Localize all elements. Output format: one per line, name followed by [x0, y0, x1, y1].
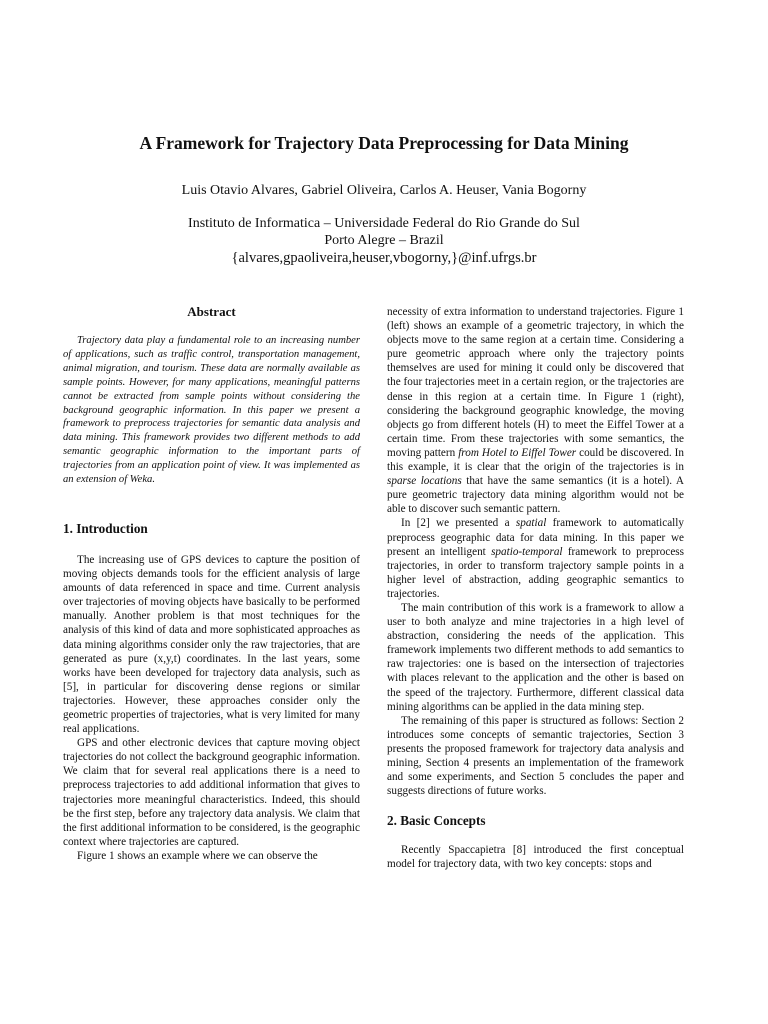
introduction-heading: 1. Introduction: [63, 520, 148, 536]
intro-paragraph-contribution: The main contribution of this work is a framework to allow a user to both analyze and mine trajectories in a high level of abstraction, considering the needs of the application. This framework implements two different methods to add semantics to raw trajectories: one is based on the intersection of trajectories with places relevant to the application and the other is based on the speed of the trajectory. Furthermore, different classical data mining algorithms can be applied in the data mining step.: [387, 601, 684, 713]
basic-concepts-heading: 2. Basic Concepts: [387, 813, 486, 829]
intro-paragraph-1: The increasing use of GPS devices to capture the position of moving objects demands tools for the efficient analysis of large amounts of data referenced in space and time. Current analysis over trajectories of moving objects have basically to be performed manually. Another problem is that most techniques for the analysis of this kind of data and more sophisticated approaches as data mining algorithms consider only the raw trajectories, that are generated as pure (x,y,t) coordinates. In the last years, some works have been developed for trajectory data analysis, such as [5], in particular for discovering dense regions or similar trajectories. However, these approaches consider only the geometric properties of trajectories, what is very limited for many real applications.: [63, 553, 360, 736]
intro-paragraph-2: GPS and other electronic devices that capture moving object trajectories do not collect the background geographic information. We claim that for several real applications there is a need to preprocess trajectories to add additional information that gives to trajectories more meaningful characteristics. Indeed, this should be the first step, before any trajectory data analysis. We claim that the first additional information to be considered, is the geographic context where trajectories are captured.: [63, 737, 360, 848]
intro-emphasis-spatial: spatial: [515, 517, 547, 530]
intro-paragraph-3: Figure 1 shows an example where we can observe the: [77, 849, 318, 862]
intro-text-span: could be discovered. In this example, it is clear that the origin of the trajectories is in: [387, 446, 684, 474]
intro-emphasis-sparse: sparse locations: [387, 475, 462, 488]
intro-text-span: that have the same semantics (it is a hotel). A pure geometric trajectory data mining algorithm would not be able to discover such semantic pattern.: [387, 475, 685, 516]
left-column: [63, 303, 360, 863]
intro-emphasis-spatio-temporal: spatio-temporal: [491, 545, 563, 558]
intro-text-span: necessity of extra information to understand trajectories. Figure 1 (left) shows an example of a geometric trajectory, in which the objects move to the same region at a certain time. Considering a pure geometric approach where only the trajectory points themselves are used for mining it could only be discovered that the four trajectories meet in a certain region, or the trajectories are dense in this region at a certain time. In Figure 1 (right), considering the background geographic knowledge, the moving objects go from different hotels (H) to meet the Eiffel Tower at a certain time. From these trajectories with some semantics, the moving pattern: [387, 306, 684, 459]
affiliation-institution: Instituto de Informatica – Universidade Federal do Rio Grande do Sul: [188, 216, 580, 231]
intro-text-span: In [2] we presented a: [401, 517, 516, 530]
intro-emphasis-pattern: from Hotel to Eiffel Tower: [458, 446, 577, 459]
intro-paragraph-structure: The remaining of this paper is structured as follows: Section 2 introduces some concepts of semantic trajectories, Section 3 presents the proposed framework for trajectory data analysis and mining, Section 4 presents an implementation of the framework and some experiments, and Section 5 concludes the paper and suggests directions of future works.: [387, 714, 684, 798]
abstract-text: Trajectory data play a fundamental role to an increasing number of applications, such as traffic control, transportation management, animal migration, and tourism. These data are normally available as sample points. However, for many applications, meaningful patterns cannot be extracted from sample points without considering the background geographic information. In this paper we present a framework to preprocess trajectories for semantic data analysis and data mining. This framework provides two different methods to add semantic geographic information to the important parts of trajectories from an application point of view. It was implemented as an extension of Weka.: [63, 335, 360, 486]
author-affiliation-block: [0, 215, 768, 267]
affiliation-location: Porto Alegre – Brazil: [324, 233, 444, 248]
intro-text-span: framework to preprocess trajectories, in order to transform trajectory sample points in a higher level of abstraction, adding geographic semantics to trajectories.: [387, 545, 684, 600]
paper-authors: Luis Otavio Alvares, Gabriel Oliveira, Carlos A. Heuser, Vania Bogorny: [181, 183, 587, 198]
basic-concepts-paragraph-1: Recently Spaccapietra [8] introduced the first conceptual model for trajectory data, with two key concepts: stops and: [387, 844, 684, 871]
right-column: [387, 305, 684, 871]
author-emails: {alvares,gpaoliveira,heuser,vbogorny,}@inf.ufrgs.br: [231, 250, 537, 266]
intro-paragraph-framework: [387, 516, 684, 601]
paper-title: A Framework for Trajectory Data Preprocessing for Data Mining: [139, 133, 629, 153]
abstract-heading: Abstract: [187, 304, 236, 319]
intro-paragraph-continued: [387, 305, 684, 516]
intro-text-span: framework to automatically preprocess geographic data for data mining. In this paper we present an intelligent: [387, 517, 684, 558]
